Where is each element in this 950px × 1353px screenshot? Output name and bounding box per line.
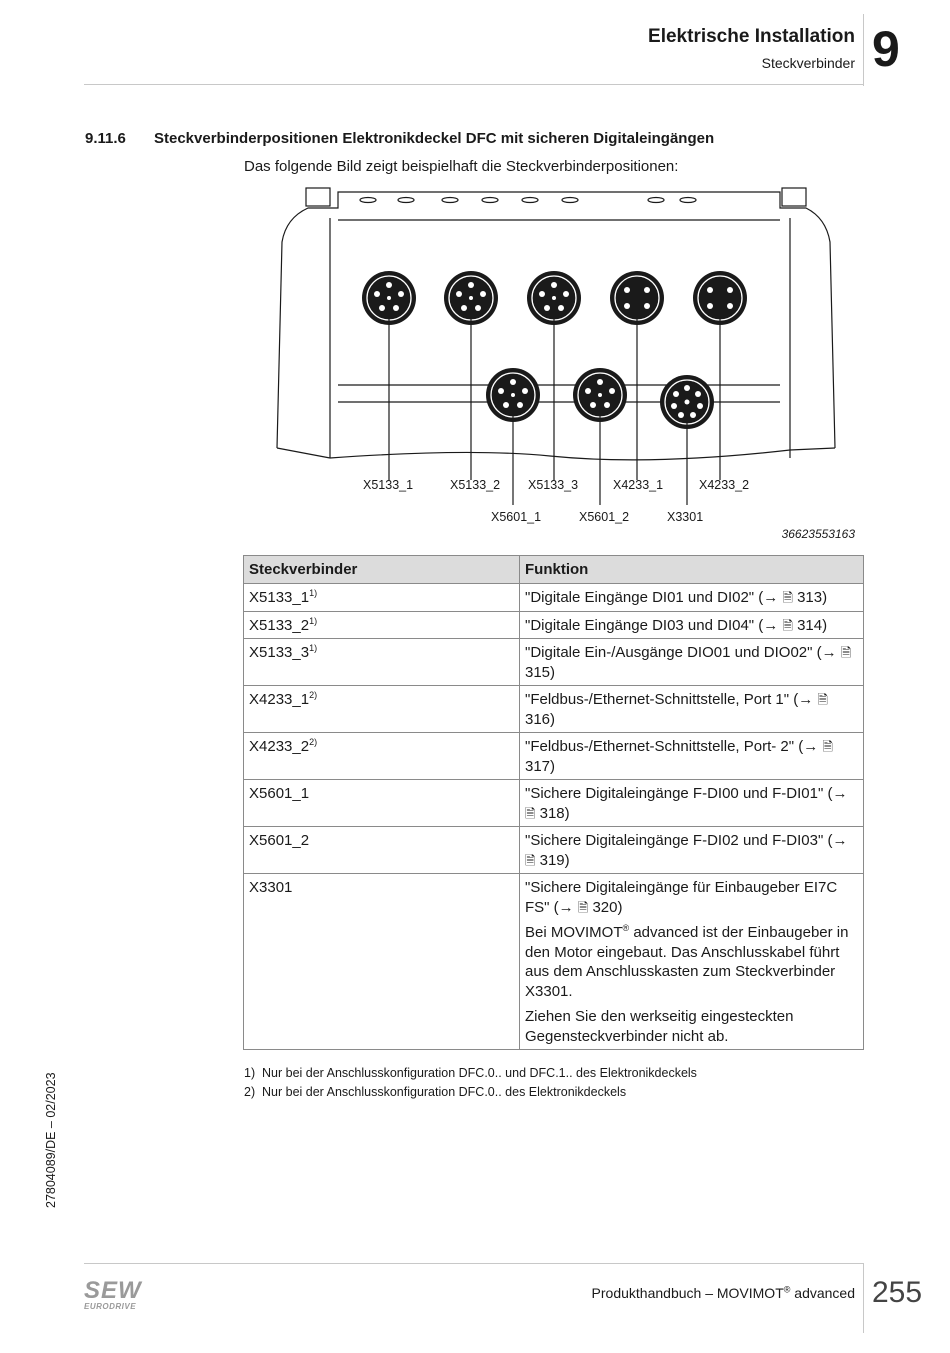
page-ref-icon: 🗎 bbox=[822, 739, 833, 754]
connector-cell bbox=[244, 733, 520, 780]
page-ref-link[interactable]: 318) bbox=[539, 804, 570, 822]
connector-cell bbox=[244, 639, 520, 686]
function-cell bbox=[520, 733, 864, 780]
connector-cell bbox=[244, 874, 520, 1050]
x3301-note-2: Ziehen Sie den werkseitig eingesteckten Gegensteckverbinder nicht ab. bbox=[525, 1008, 794, 1045]
connector-cell bbox=[244, 686, 520, 733]
function-text: "Digitale Eingänge DI03 und DI04" (→ bbox=[525, 616, 783, 634]
section-title: Steckverbinderpositionen Elektronikdeckel DFC mit sicheren Digitaleingängen bbox=[154, 130, 715, 147]
table-row bbox=[244, 611, 864, 639]
document-code: 27804089/DE – 02/2023 bbox=[44, 1072, 58, 1208]
function-text: "Sichere Digitaleingänge F-DI00 und F-DI01" (→ bbox=[525, 785, 848, 802]
function-text: "Feldbus-/Ethernet-Schnittstelle, Port 1" (→ bbox=[525, 691, 818, 708]
page-ref-icon: 🗎 bbox=[782, 617, 793, 633]
connector-cell bbox=[244, 584, 520, 612]
function-cell bbox=[520, 874, 864, 1050]
page-number: 255 bbox=[872, 1276, 923, 1309]
page-ref-link[interactable]: 315) bbox=[525, 663, 556, 681]
label-x5133-3: X5133_3 bbox=[528, 478, 579, 492]
table-row bbox=[244, 780, 864, 827]
page-ref-link[interactable]: 319) bbox=[539, 851, 570, 869]
connector-cell bbox=[244, 827, 520, 874]
footnote-ref: 2) bbox=[309, 690, 318, 700]
connector-cell bbox=[244, 780, 520, 827]
function-cell bbox=[520, 584, 864, 612]
table-row bbox=[244, 874, 864, 1050]
page-ref-icon: 🗎 bbox=[782, 590, 793, 605]
page-ref-link[interactable]: 320) bbox=[592, 898, 623, 916]
function-text: "Digitale Eingänge DI01 und DI02" (→ bbox=[525, 589, 783, 606]
sew-logo: SEW EURODRIVE bbox=[84, 1277, 142, 1311]
page-ref-icon: 🗎 bbox=[577, 899, 589, 915]
page-ref-link[interactable]: 313) bbox=[797, 589, 828, 606]
connector-name: X5133_2 bbox=[249, 616, 310, 634]
label-x3301: X3301 bbox=[667, 510, 704, 524]
footnote-ref: 1) bbox=[309, 643, 318, 653]
column-header-function: Funktion bbox=[520, 556, 864, 584]
page-ref-link[interactable]: 316) bbox=[525, 710, 556, 728]
connector-name: X5133_1 bbox=[249, 589, 310, 606]
function-cell bbox=[520, 611, 864, 639]
connector-table bbox=[243, 555, 864, 1050]
header-divider-vertical bbox=[863, 14, 864, 86]
table-row bbox=[244, 827, 864, 874]
page-ref-icon: 🗎 bbox=[525, 852, 536, 868]
table-header-row bbox=[244, 556, 864, 584]
function-text: "Feldbus-/Ethernet-Schnittstelle, Port- 2" (→ bbox=[525, 738, 823, 755]
column-header-connector: Steckverbinder bbox=[244, 556, 520, 584]
footer-rule bbox=[84, 1263, 864, 1264]
table-row bbox=[244, 733, 864, 780]
connector-cell bbox=[244, 611, 520, 639]
page-ref-link[interactable]: 314) bbox=[797, 616, 828, 634]
footnote-ref: 2) bbox=[309, 737, 318, 747]
footnote-2: 2) Nur bei der Anschlusskonfiguration DFC.0.. des Elektronikdeckels bbox=[244, 1085, 627, 1099]
table-row bbox=[244, 584, 864, 612]
header-title: Elektrische Installation bbox=[648, 26, 855, 47]
connector-name: X5133_3 bbox=[249, 644, 310, 661]
page-ref-icon: 🗎 bbox=[817, 692, 828, 707]
section-number: 9.11.6 bbox=[85, 130, 126, 147]
intro-text: Das folgende Bild zeigt beispielhaft die Steckverbinderpositionen: bbox=[244, 158, 679, 175]
label-x5601-2: X5601_2 bbox=[579, 510, 630, 524]
function-cell bbox=[520, 686, 864, 733]
footnote-ref: 1) bbox=[309, 615, 318, 626]
figure-id: 36623553163 bbox=[781, 527, 855, 541]
x3301-note-1: Bei MOVIMOT® advanced ist der Einbaugeber in den Motor eingebaut. Das Anschlusskabel führt aus dem Anschlusskasten zum Steckverbinder X3301. bbox=[525, 923, 849, 1000]
header-subtitle: Steckverbinder bbox=[761, 55, 855, 71]
footnote-1: 1) Nur bei der Anschlusskonfiguration DFC.0.. und DFC.1.. des Elektronikdeckels bbox=[244, 1066, 697, 1080]
footer-divider-vertical bbox=[863, 1263, 864, 1333]
connector-name: X4233_1 bbox=[249, 691, 310, 708]
function-cell bbox=[520, 780, 864, 827]
table-row bbox=[244, 686, 864, 733]
label-x5601-1: X5601_1 bbox=[491, 510, 542, 524]
function-text: "Sichere Digitaleingänge F-DI02 und F-DI03" (→ bbox=[525, 832, 848, 849]
connector-name: X5601_1 bbox=[249, 785, 310, 802]
label-x5133-2: X5133_2 bbox=[450, 478, 501, 492]
connector-name: X4233_2 bbox=[249, 738, 310, 755]
page-ref-link[interactable]: 317) bbox=[525, 757, 556, 775]
label-x5133-1: X5133_1 bbox=[363, 478, 414, 492]
table-row bbox=[244, 639, 864, 686]
page-ref-icon: 🗎 bbox=[525, 805, 536, 821]
header-rule bbox=[84, 84, 864, 85]
page-ref-icon: 🗎 bbox=[840, 645, 852, 660]
footer-product: Produkthandbuch – MOVIMOT® advanced bbox=[591, 1284, 855, 1301]
label-x4233-1: X4233_1 bbox=[613, 478, 664, 492]
connector-name: X3301 bbox=[249, 879, 293, 896]
figure-leaders-lower bbox=[500, 410, 700, 510]
function-text: "Digitale Ein-/Ausgänge DIO01 und DIO02" (→ bbox=[525, 644, 841, 661]
function-text: "Sichere Digitaleingänge für Einbaugeber EI7C FS" (→ bbox=[525, 879, 838, 916]
function-cell bbox=[520, 827, 864, 874]
chapter-number: 9 bbox=[872, 21, 900, 77]
footnote-ref: 1) bbox=[309, 588, 318, 598]
connector-name: X5601_2 bbox=[249, 832, 310, 849]
label-x4233-2: X4233_2 bbox=[699, 478, 750, 492]
function-cell bbox=[520, 639, 864, 686]
